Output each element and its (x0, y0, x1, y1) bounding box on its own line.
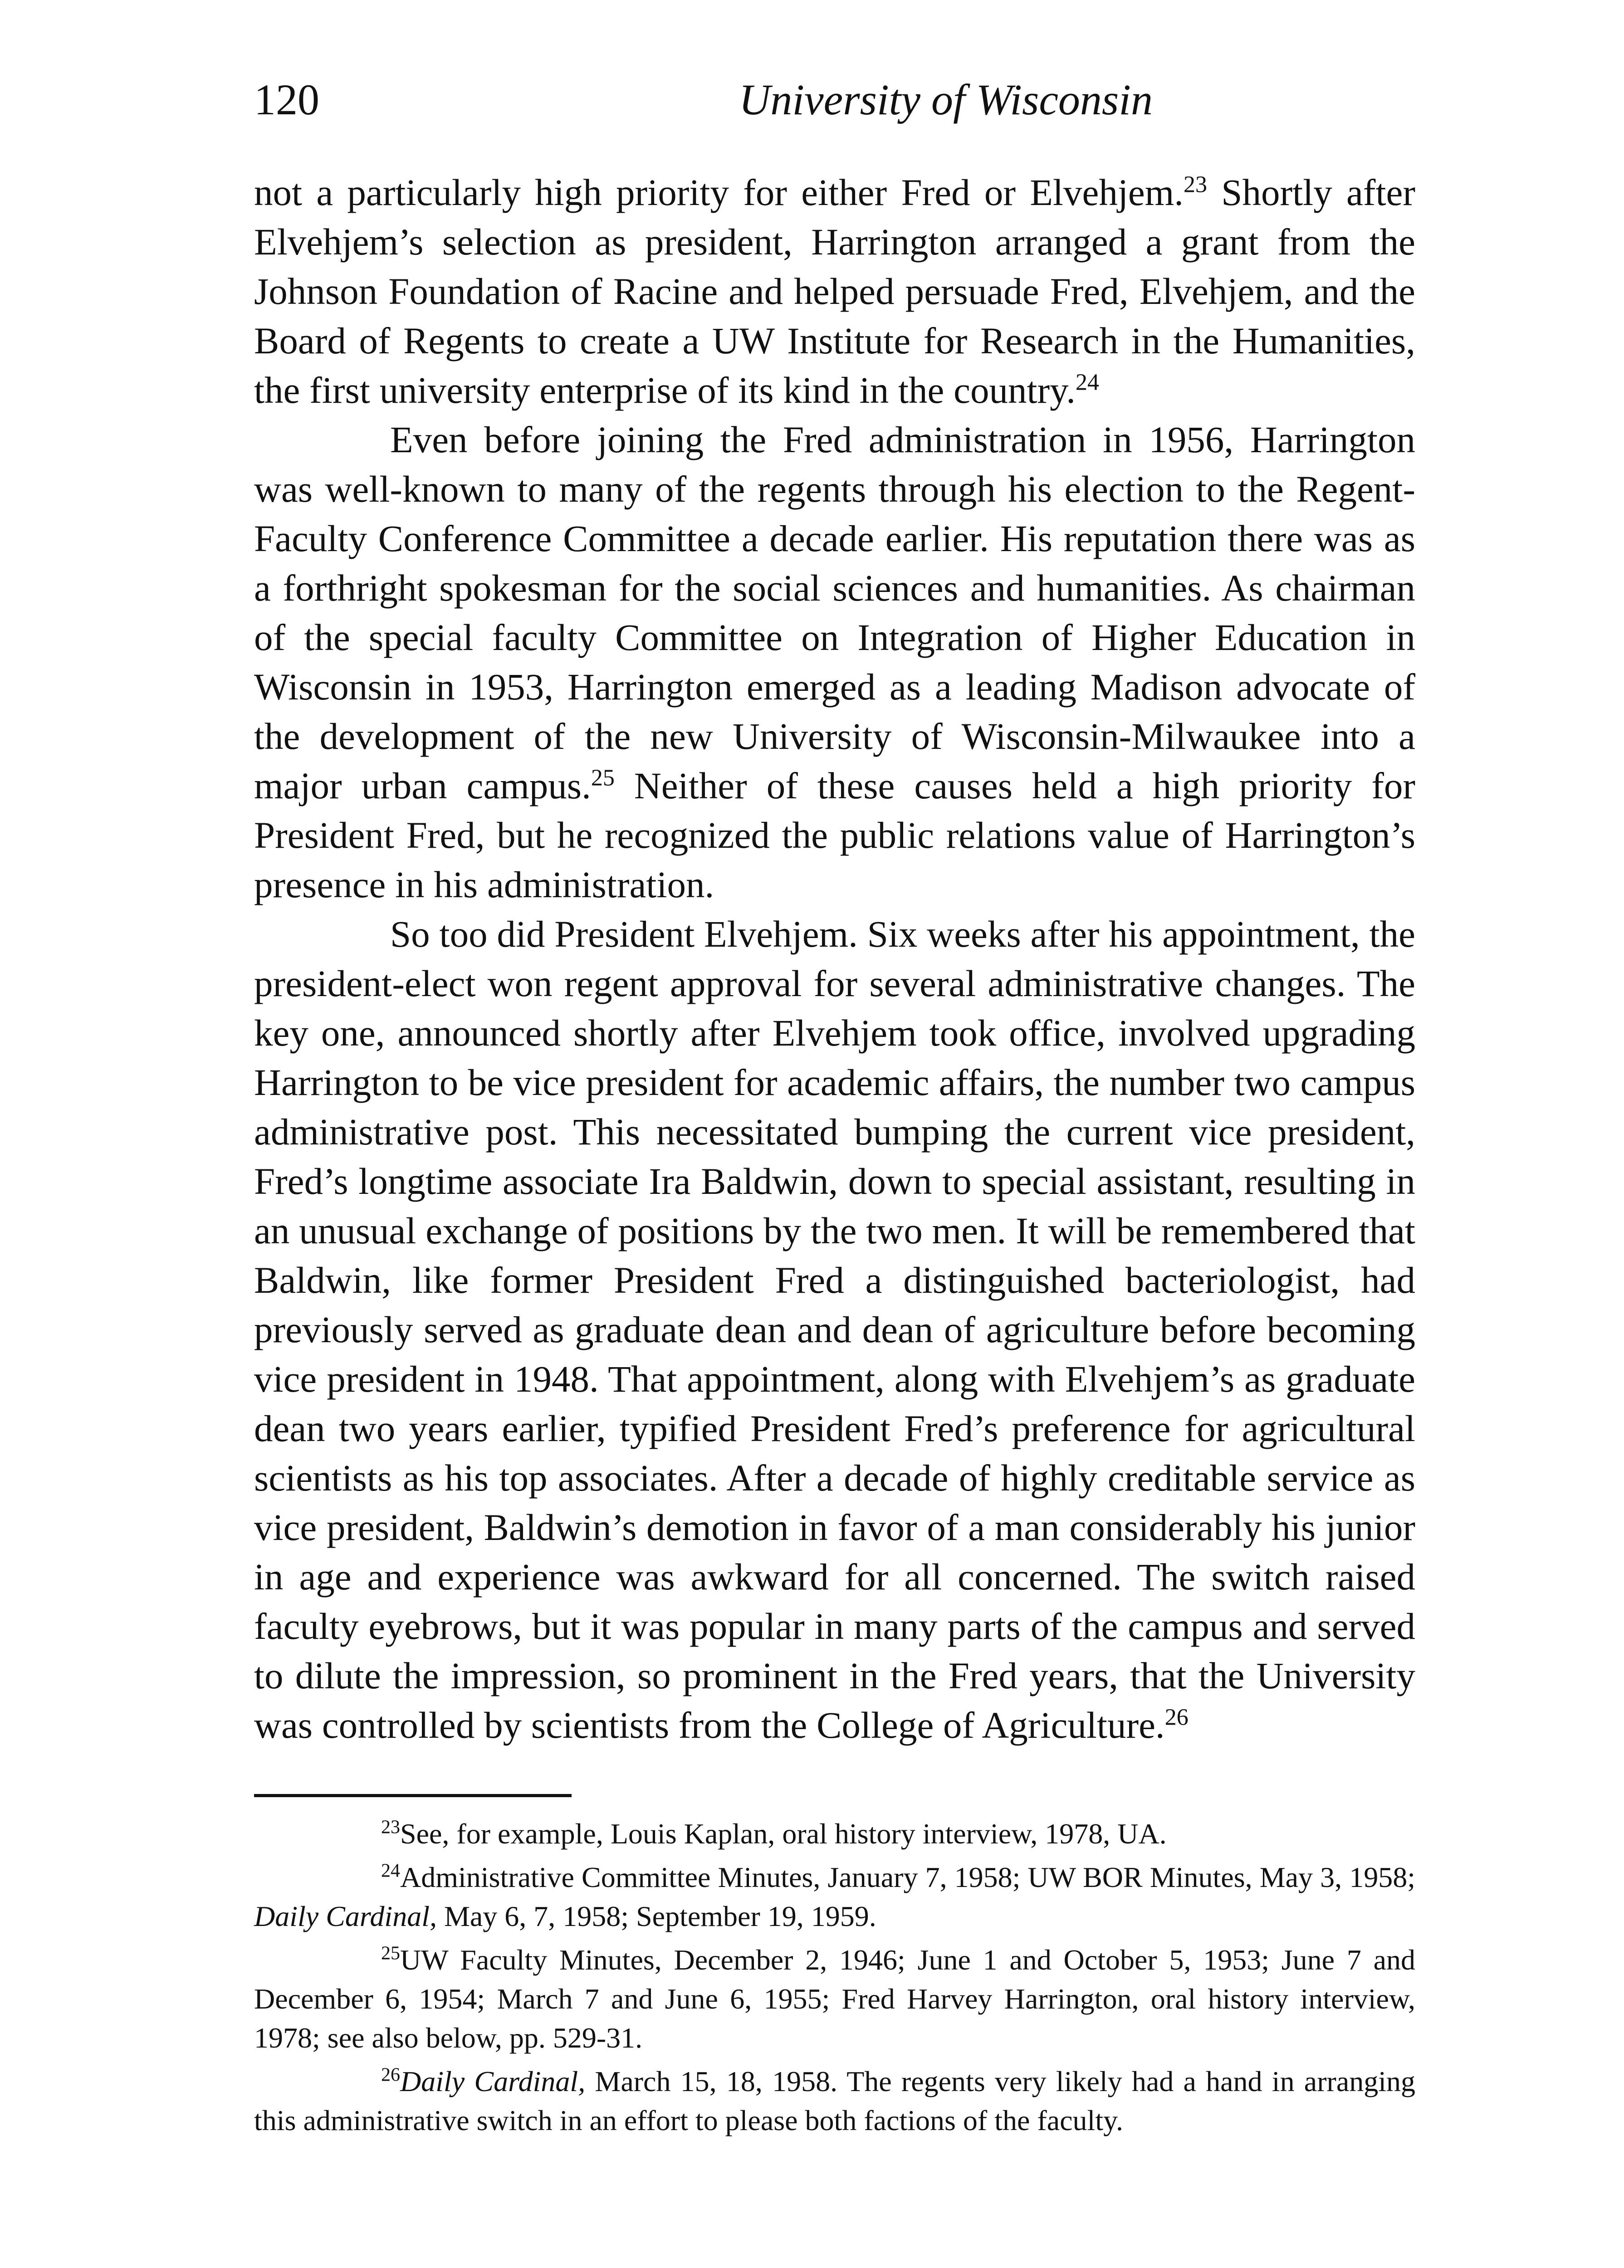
footnote-25-text: UW Faculty Minutes, December 2, 1946; June 1 and October 5, 1953; June 7 and December 6, 1954; March 7 and June 6, 1955; Fred Harvey Harrington, oral history interview, 1978; see also below, pp. 529-31. (254, 1944, 1415, 2054)
paragraph-3 (254, 909, 1415, 1750)
page-header (254, 68, 1415, 132)
footnote-ref-25: 25 (591, 765, 615, 791)
main-text (254, 168, 1415, 1750)
running-head: University of Wisconsin (739, 75, 1153, 124)
footnote-26-number: 26 (381, 2064, 400, 2086)
paragraph-1 (254, 168, 1415, 415)
footnote-25 (254, 1941, 1415, 2058)
footnote-26-text: March 15, 18, 1958. The regents very likely had a hand in arranging this administrative switch in an effort to please both factions of the faculty. (254, 2065, 1416, 2136)
paragraph-2-text-b: Neither of these causes held a high priority for President Fred, but he recognized the public relations value of Harrington’s presence in his administration. (254, 765, 1415, 905)
footnote-23-number: 23 (381, 1817, 400, 1838)
footnote-ref-24: 24 (1076, 369, 1100, 396)
footnote-divider (254, 1794, 572, 1797)
footnote-24-number: 24 (381, 1860, 400, 1882)
footnote-23 (254, 1814, 1415, 1853)
footnote-ref-23: 23 (1184, 171, 1208, 198)
footnote-24-text-a: Administrative Committee Minutes, January 7, 1958; UW BOR Minutes, May 3, 1958; (400, 1861, 1415, 1893)
footnote-24-italic: Daily Cardinal, (254, 1900, 437, 1932)
page-number: 120 (254, 75, 319, 124)
paragraph-2 (254, 415, 1415, 909)
footnote-26 (254, 2062, 1415, 2140)
footnote-26-italic: Daily Cardinal, (400, 2065, 586, 2097)
footnote-24-text-b: May 6, 7, 1958; September 19, 1959. (436, 1900, 876, 1932)
footnote-25-number: 25 (381, 1943, 400, 1964)
footnotes (254, 1814, 1415, 2145)
paragraph-1-text-a: not a particularly high priority for either Fred or Elvehjem. (254, 171, 1184, 213)
footnote-ref-26: 26 (1164, 1704, 1189, 1730)
footnote-23-text: See, for example, Louis Kaplan, oral history interview, 1978, UA. (400, 1818, 1167, 1850)
paragraph-3-text-a: So too did President Elvehjem. Six weeks after his appointment, the president-elect won regent approval for several administrative changes. The key one, announced shortly after Elvehjem took office, involved upgrading Harrington to be vice president for academic affairs, the number two campus administrative post. This necessitated bumping the current vice president, Fred’s longtime associate Ira Baldwin, down to special assistant, resulting in an unusual exchange of positions by the two men. It will be remembered that Baldwin, like former President Fred a distinguished bacteriologist, had previously served as graduate dean and dean of agriculture before becoming vice president in 1948. That appointment, along with Elvehjem’s as graduate dean two years earlier, typified President Fred’s preference for agricultural scientists as his top associates. After a decade of highly creditable service as vice president, Baldwin’s demotion in favor of a man considerably his junior in age and experience was awkward for all concerned. The switch raised faculty eyebrows, but it was popular in many parts of the campus and served to dilute the impression, so prominent in the Fred years, that the University was controlled by scientists from the College of Agriculture. (254, 913, 1415, 1746)
paragraph-2-text-a: Even before joining the Fred administration in 1956, Harrington was well-known to many of the regents through his election to the Regent-Faculty Conference Committee a decade earlier. His reputation there was as a forthright spokesman for the social sciences and humanities. As chairman of the special faculty Committee on Integration of Higher Education in Wisconsin in 1953, Harrington emerged as a leading Madison advocate of the development of the new University of Wisconsin-Milwaukee into a major urban campus. (254, 419, 1415, 807)
footnote-24 (254, 1858, 1415, 1936)
paragraph-1-text-b: Shortly after Elvehjem’s selection as president, Harrington arranged a grant from the Johnson Foundation of Racine and helped persuade Fred, Elvehjem, and the Board of Regents to create a UW Institute for Research in the Humanities, the first university enterprise of its kind in the country. (254, 171, 1415, 411)
